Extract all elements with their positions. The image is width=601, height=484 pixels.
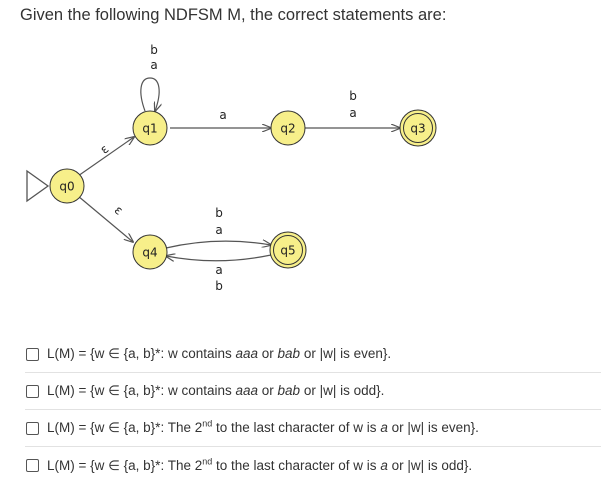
option-3-checkbox[interactable] — [26, 422, 39, 435]
svg-text:q5: q5 — [280, 243, 296, 258]
label-q1-q2-a: a — [219, 108, 227, 122]
label-q5-q4-a: a — [215, 263, 223, 277]
edge-q5-q4 — [166, 255, 271, 261]
state-q0 — [50, 169, 84, 203]
label-q0-q4-epsilon: ε — [111, 202, 126, 218]
option-1-text: L(M) = {w ∈ {a, b}*: w contains aaa or bab or |w| is even}. — [47, 346, 392, 361]
edge-q4-q5 — [166, 241, 271, 248]
state-q4 — [133, 235, 167, 269]
label-q1-loop-a: a — [150, 58, 158, 72]
start-state-arrow — [27, 171, 48, 201]
option-1-checkbox[interactable] — [26, 348, 39, 361]
svg-text:q4: q4 — [142, 245, 158, 260]
edge-q1-self-loop — [141, 78, 159, 111]
option-4[interactable] — [25, 447, 601, 484]
option-2-text: L(M) = {w ∈ {a, b}*: w contains aaa or bab or |w| is odd}. — [47, 383, 385, 398]
option-2-checkbox[interactable] — [26, 385, 39, 398]
label-q0-q1-epsilon: ε — [97, 141, 112, 157]
option-1[interactable] — [25, 336, 601, 373]
label-q4-q5-b: b — [215, 206, 223, 220]
option-4-checkbox[interactable] — [26, 459, 39, 472]
svg-text:q2: q2 — [280, 121, 296, 136]
label-q5-q4-b: b — [215, 279, 223, 293]
label-q2-q3-b: b — [349, 89, 357, 103]
label-q2-q3-a: a — [349, 106, 357, 120]
option-3-text: L(M) = {w ∈ {a, b}*: The 2nd to the last character of w is a or |w| is even}. — [47, 418, 479, 435]
label-q1-loop-b: b — [150, 43, 158, 57]
svg-text:q0: q0 — [59, 179, 75, 194]
edge-q0-q4 — [78, 196, 133, 242]
svg-text:q3: q3 — [410, 121, 426, 136]
question-text: Given the following NDFSM M, the correct statements are: — [20, 6, 447, 24]
option-4-text: L(M) = {w ∈ {a, b}*: The 2nd to the last character of w is a or |w| is odd}. — [47, 456, 473, 473]
state-q5-accepting — [270, 232, 306, 268]
answer-options — [25, 336, 601, 484]
state-q2 — [271, 111, 305, 145]
state-q1 — [133, 111, 167, 145]
label-q4-q5-a: a — [215, 223, 223, 237]
option-2[interactable] — [25, 373, 601, 410]
svg-text:q1: q1 — [142, 121, 158, 136]
option-3[interactable] — [25, 410, 601, 447]
state-q3-accepting — [400, 110, 436, 146]
